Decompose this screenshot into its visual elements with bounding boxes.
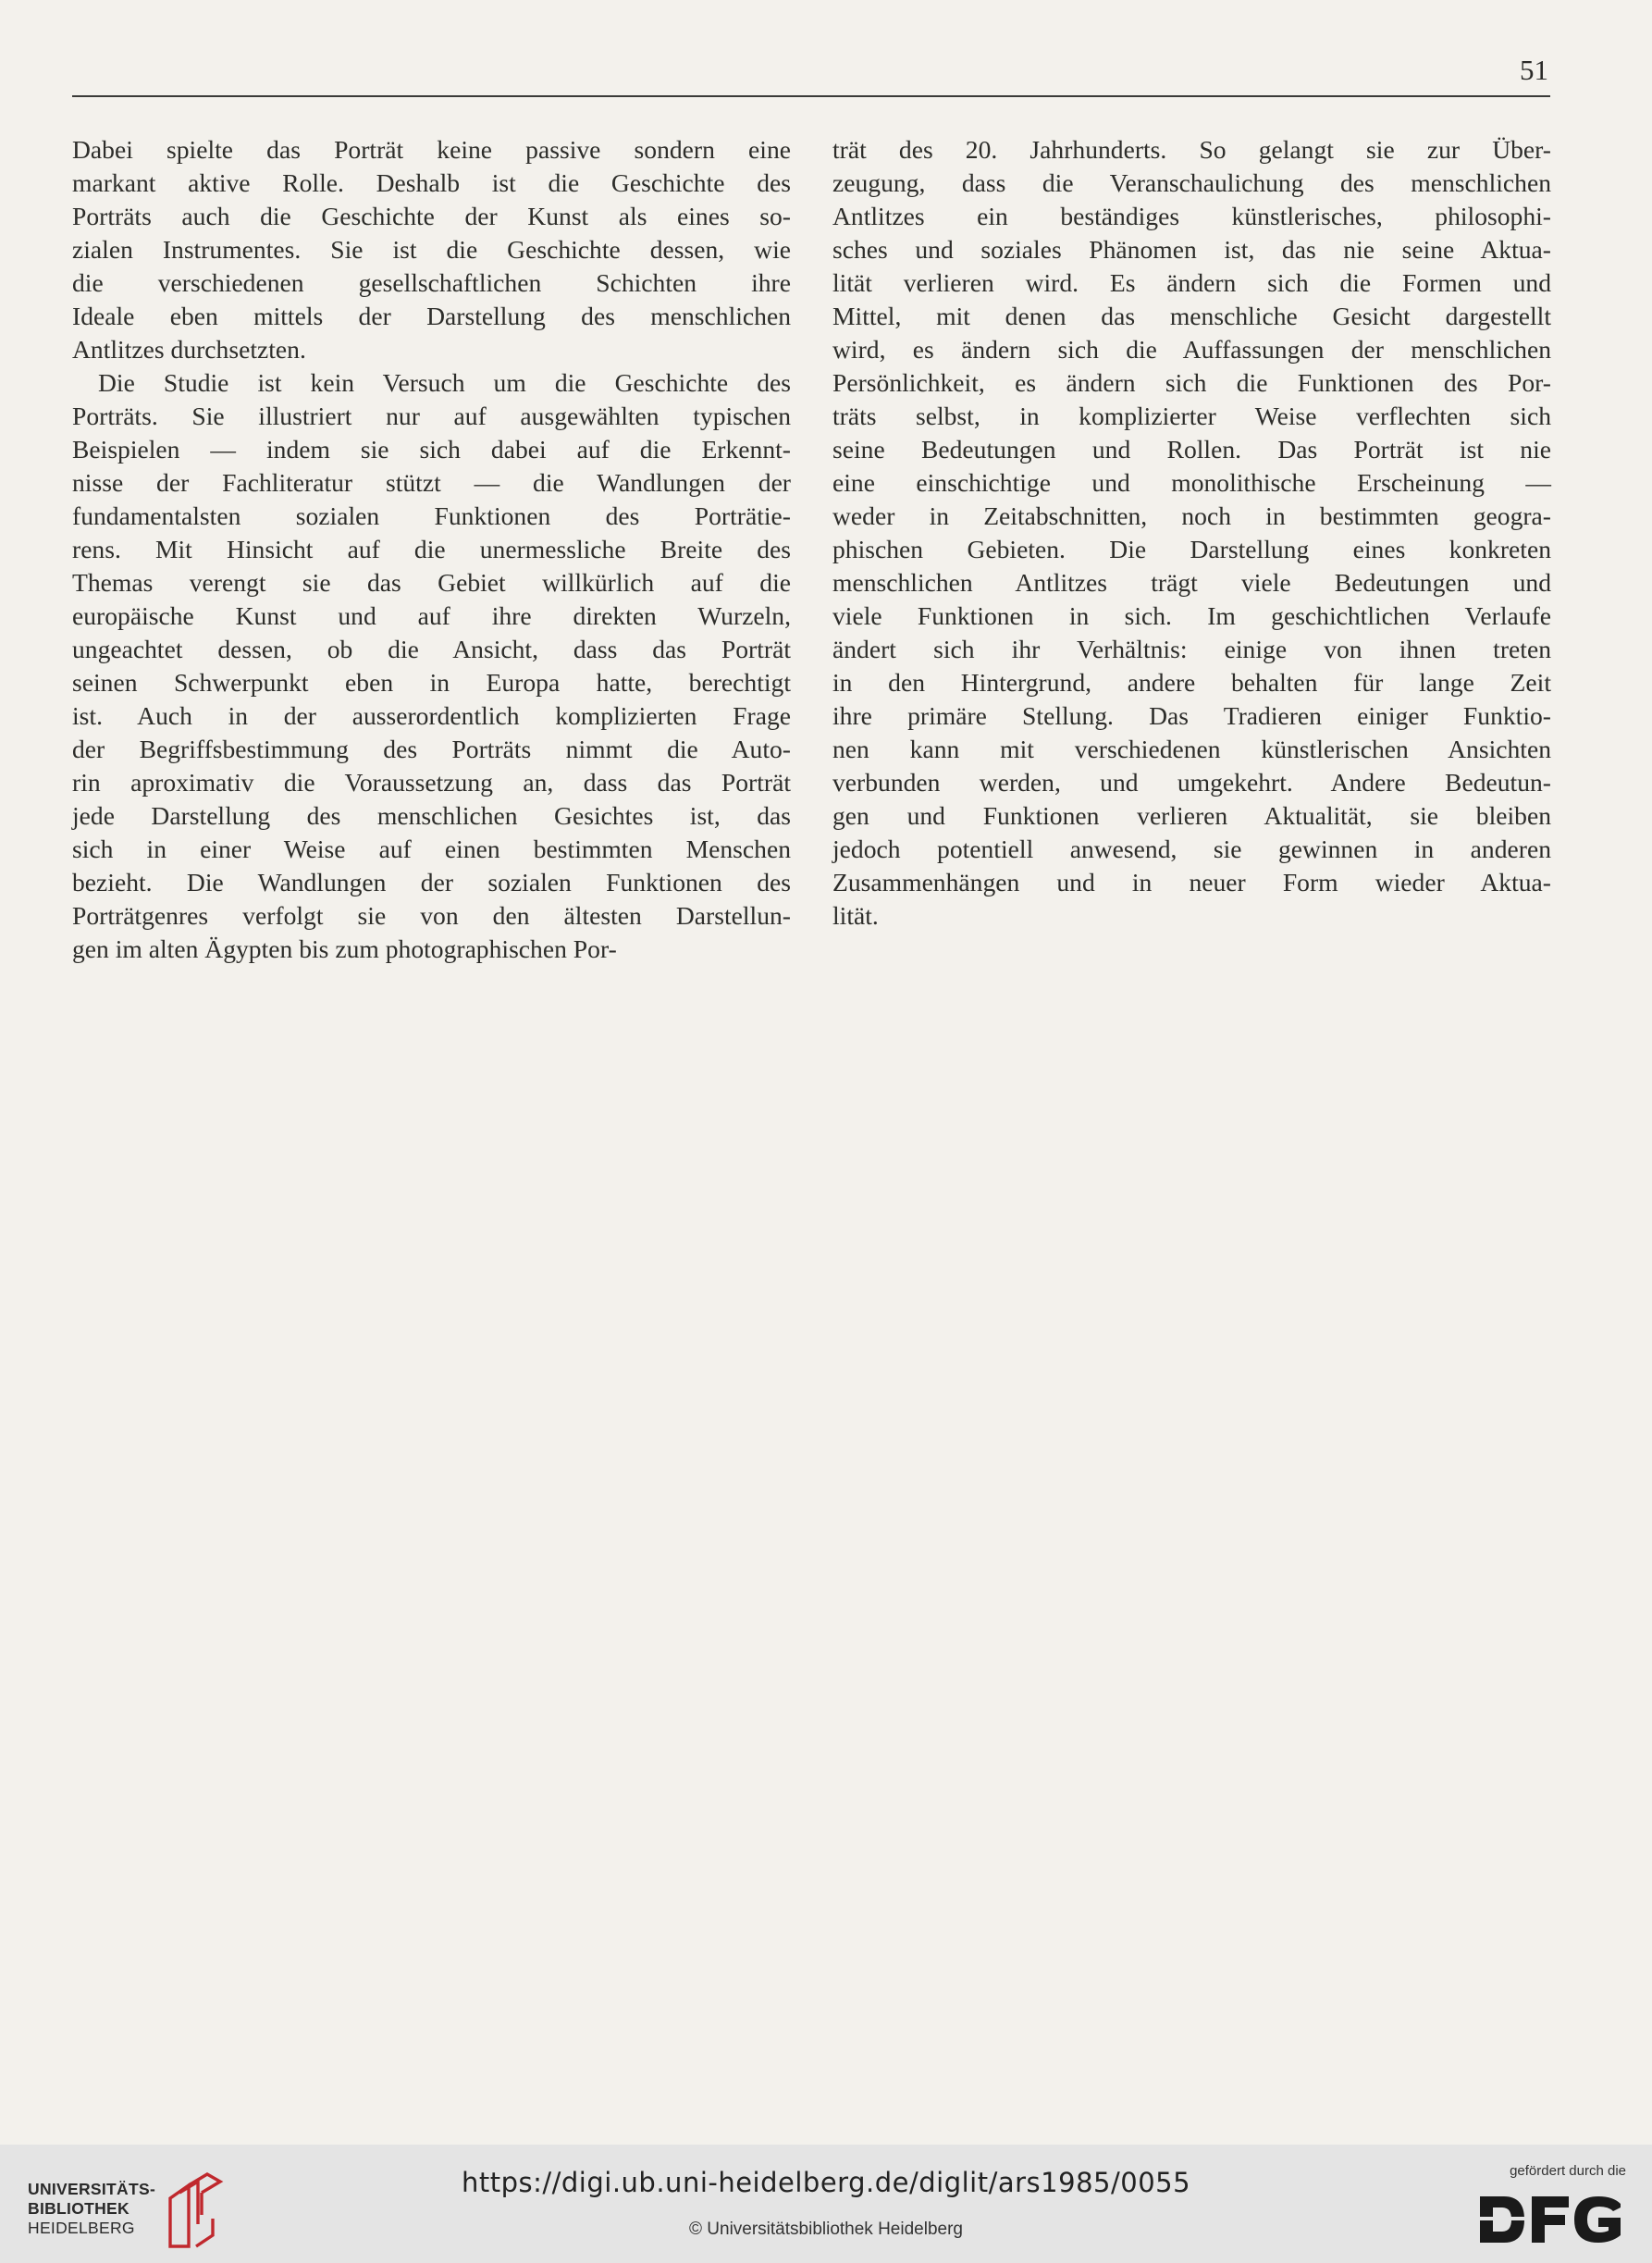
text-line: ungeachtet dessen, ob die Ansicht, dass das Porträt <box>72 635 791 663</box>
text-line: Die Studie ist kein Versuch um die Geschichte des <box>98 368 791 397</box>
permalink-url[interactable]: https://digi.ub.uni-heidelberg.de/diglit/ars1985/0055 <box>461 2167 1191 2198</box>
text-line: Mittel, mit denen das menschliche Gesicht dargestellt <box>832 302 1551 330</box>
text-line: markant aktive Rolle. Deshalb ist die Geschichte des <box>72 168 791 197</box>
text-line: seine Bedeutungen und Rollen. Das Porträt ist nie <box>832 435 1551 464</box>
text-line: die verschiedenen gesellschaftlichen Schichten ihre <box>72 268 791 297</box>
dfg-logo <box>1476 2191 1626 2248</box>
library-name-line3: HEIDELBERG <box>28 2219 135 2237</box>
text-line: zeugung, dass die Veranschaulichung des menschlichen <box>832 168 1551 197</box>
dfg-funding-block[interactable] <box>1469 2163 1626 2256</box>
text-line: träts selbst, in komplizierter Weise verflechten sich <box>832 402 1551 430</box>
text-line: jedoch potentiell anwesend, sie gewinnen in anderen <box>832 835 1551 863</box>
text-line: rin aproximativ die Voraussetzung an, dass das Porträt <box>72 768 791 797</box>
text-line: Beispielen — indem sie sich dabei auf die Erkennt- <box>72 435 791 464</box>
text-line: nen kann mit verschiedenen künstlerischen Ansichten <box>832 735 1551 763</box>
viewer-footer <box>0 2145 1652 2263</box>
text-line: verbunden werden, und umgekehrt. Andere Bedeutun- <box>832 768 1551 797</box>
text-line: Themas verengt sie das Gebiet willkürlich auf die <box>72 568 791 597</box>
text-line: phischen Gebieten. Die Darstellung eines konkreten <box>832 535 1551 563</box>
text-line: Ideale eben mittels der Darstellung des menschlichen <box>72 302 791 330</box>
text-line: ihre primäre Stellung. Das Tradieren einiger Funktio- <box>832 701 1551 730</box>
text-line: gen im alten Ägypten bis zum photographischen Por- <box>72 934 617 963</box>
text-line: Porträts auch die Geschichte der Kunst als eines so- <box>72 202 791 230</box>
text-line: zialen Instrumentes. Sie ist die Geschichte dessen, wie <box>72 235 791 264</box>
header-rule <box>72 95 1550 97</box>
text-line: Dabei spielte das Porträt keine passive sondern eine <box>72 135 791 164</box>
text-line: trät des 20. Jahrhunderts. So gelangt sie zur Über- <box>832 135 1551 164</box>
text-line: gen und Funktionen verlieren Aktualität, sie bleiben <box>832 801 1551 830</box>
left-column <box>72 133 791 966</box>
library-name-line2: BIBLIOTHEK <box>28 2199 129 2218</box>
text-line: in den Hintergrund, andere behalten für lange Zeit <box>832 668 1551 697</box>
text-line: Zusammenhängen und in neuer Form wieder Aktua- <box>832 868 1551 897</box>
left-column-paragraph <box>72 133 791 366</box>
text-line: nisse der Fachliteratur stützt — die Wandlungen der <box>72 468 791 497</box>
text-line: europäische Kunst und auf ihre direkten Wurzeln, <box>72 601 791 630</box>
text-line: Antlitzes durchsetzten. <box>72 335 306 364</box>
text-line: seinen Schwerpunkt eben in Europa hatte, berechtigt <box>72 668 791 697</box>
text-line: lität verlieren wird. Es ändern sich die Formen und <box>832 268 1551 297</box>
text-line: weder in Zeitabschnitten, noch in bestimmten geogra- <box>832 501 1551 530</box>
text-line: jede Darstellung des menschlichen Gesichtes ist, das <box>72 801 791 830</box>
right-column <box>832 133 1551 933</box>
left-column-paragraph <box>72 366 791 966</box>
text-line: menschlichen Antlitzes trägt viele Bedeutungen und <box>832 568 1551 597</box>
text-line: Porträtgenres verfolgt sie von den ältesten Darstellun- <box>72 901 791 930</box>
library-name-line1: UNIVERSITÄTS- <box>28 2180 156 2198</box>
text-line: der Begriffsbestimmung des Porträts nimmt die Auto- <box>72 735 791 763</box>
text-line: rens. Mit Hinsicht auf die unermessliche Breite des <box>72 535 791 563</box>
text-line: bezieht. Die Wandlungen der sozialen Funktionen des <box>72 868 791 897</box>
text-line: viele Funktionen in sich. Im geschichtlichen Verlaufe <box>832 601 1551 630</box>
copyright-notice: © Universitätsbibliothek Heidelberg <box>689 2220 963 2239</box>
text-line: ändert sich ihr Verhältnis: einige von ihnen treten <box>832 635 1551 663</box>
text-line: eine einschichtige und monolithische Erscheinung — <box>832 468 1551 497</box>
text-line: wird, es ändern sich die Auffassungen der menschlichen <box>832 335 1551 364</box>
page-number: 51 <box>1520 54 1548 86</box>
text-line: Antlitzes ein beständiges künstlerisches, philosophi- <box>832 202 1551 230</box>
text-line: sches und soziales Phänomen ist, das nie seine Aktua- <box>832 235 1551 264</box>
text-line: Persönlichkeit, es ändern sich die Funktionen des Por- <box>832 368 1551 397</box>
text-line: sich in einer Weise auf einen bestimmten Menschen <box>72 835 791 863</box>
funding-caption: gefördert durch die <box>1510 2163 1626 2179</box>
text-line: Porträts. Sie illustriert nur auf ausgewählten typischen <box>72 402 791 430</box>
right-column-paragraph <box>832 133 1551 933</box>
text-line: ist. Auch in der ausserordentlich komplizierten Frage <box>72 701 791 730</box>
text-line: fundamentalsten sozialen Funktionen des Porträtie- <box>72 501 791 530</box>
text-line: lität. <box>832 901 879 930</box>
